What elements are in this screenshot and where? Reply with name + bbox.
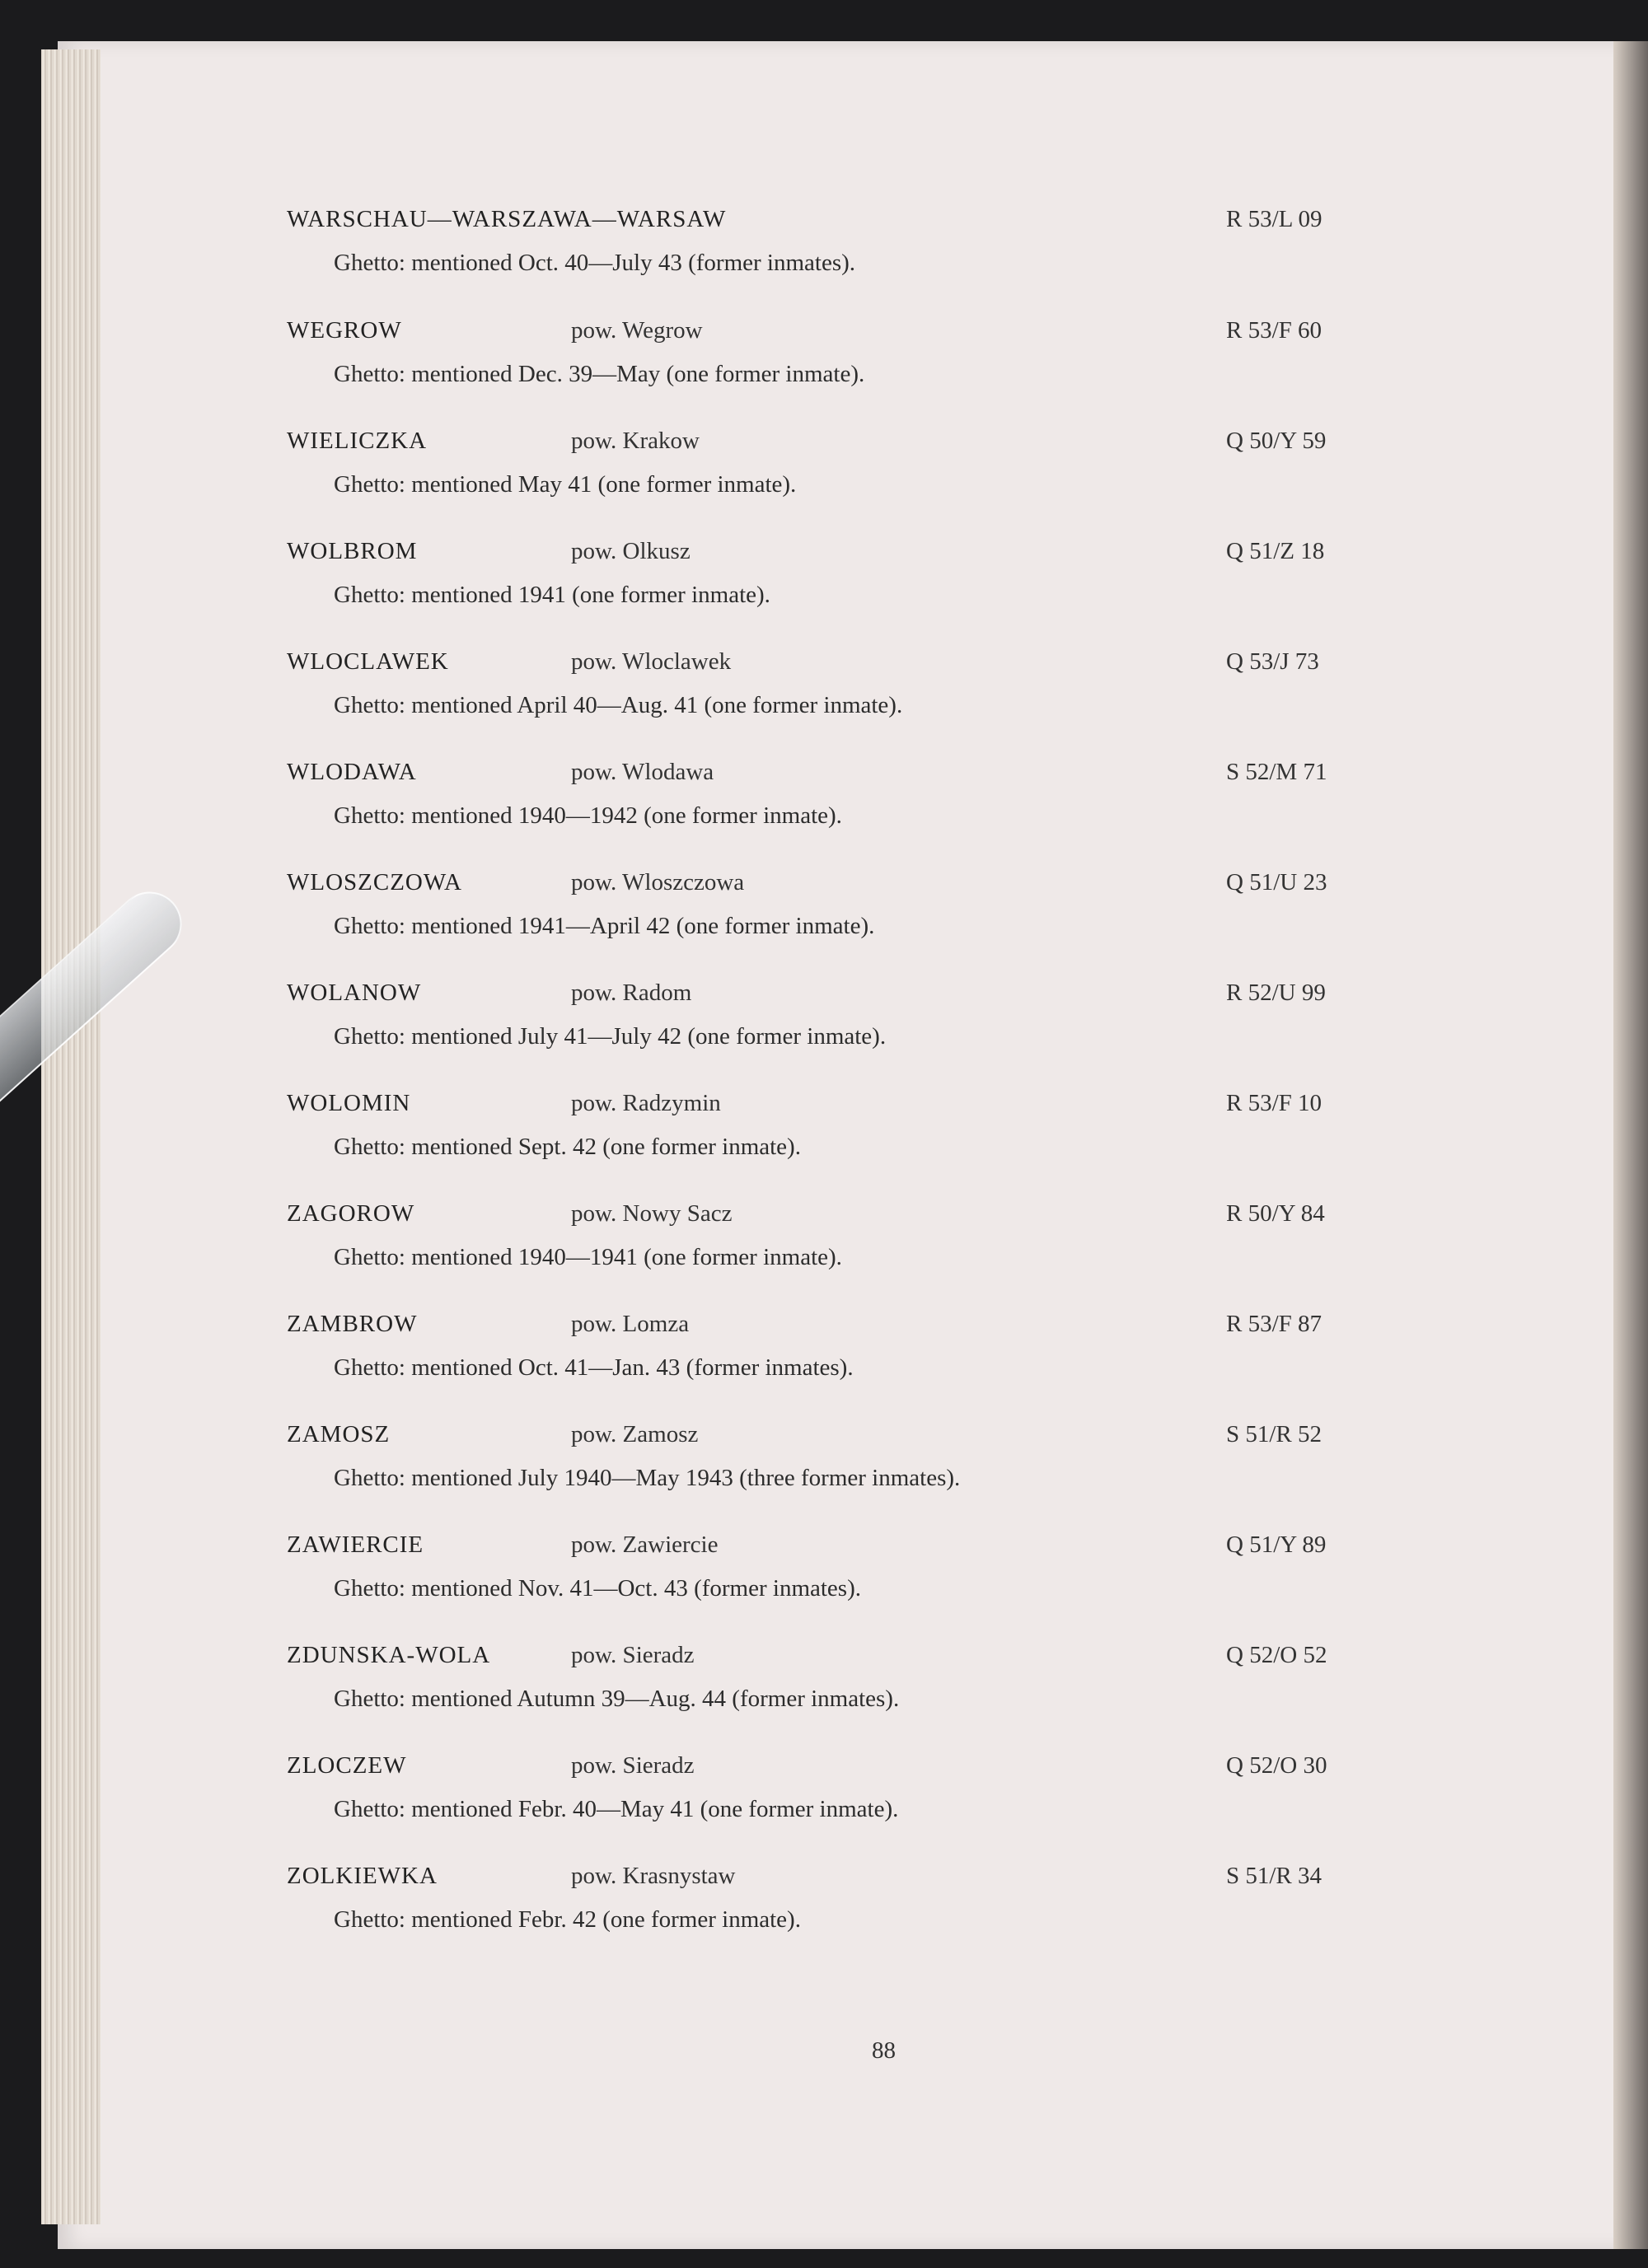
district-name: pow. Radom — [571, 980, 692, 1006]
entry — [0, 1752, 1648, 1851]
map-coordinate: R 50/Y 84 — [1226, 1200, 1325, 1227]
district-name: pow. Zamosz — [571, 1421, 699, 1447]
ghetto-note: Ghetto: mentioned Sept. 42 (one former inmate). — [334, 1134, 801, 1160]
entry — [0, 1531, 1648, 1630]
ghetto-note: Ghetto: mentioned Febr. 40—May 41 (one former inmate). — [334, 1796, 899, 1822]
entry — [0, 1421, 1648, 1520]
entry — [0, 428, 1648, 526]
entry — [0, 1863, 1648, 1962]
ghetto-note: Ghetto: mentioned Nov. 41—Oct. 43 (former inmates). — [334, 1575, 861, 1602]
place-name: WEGROW — [287, 317, 402, 344]
map-coordinate: R 53/F 87 — [1226, 1311, 1323, 1337]
ghetto-note: Ghetto: mentioned 1940—1942 (one former inmate). — [334, 802, 842, 829]
entry — [0, 206, 1648, 305]
place-name: ZDUNSKA-WOLA — [287, 1642, 491, 1668]
entry — [0, 869, 1648, 968]
place-name: WIELICZKA — [287, 428, 428, 454]
place-name: WOLANOW — [287, 980, 422, 1006]
ghetto-note: Ghetto: mentioned April 40—Aug. 41 (one former inmate). — [334, 692, 903, 718]
ghetto-note: Ghetto: mentioned 1940—1941 (one former inmate). — [334, 1244, 842, 1270]
map-coordinate: R 53/F 60 — [1226, 317, 1323, 344]
place-name: ZOLKIEWKA — [287, 1863, 438, 1889]
ghetto-note: Ghetto: mentioned Autumn 39—Aug. 44 (former inmates). — [334, 1686, 900, 1712]
place-name: ZAWIERCIE — [287, 1531, 424, 1558]
entry — [0, 1200, 1648, 1299]
map-coordinate: Q 52/O 30 — [1226, 1752, 1327, 1779]
place-name: ZLOCZEW — [287, 1752, 407, 1779]
district-name: pow. Nowy Sacz — [571, 1200, 733, 1227]
district-name: pow. Krasnystaw — [571, 1863, 736, 1889]
district-name: pow. Wegrow — [571, 317, 703, 344]
map-coordinate: Q 53/J 73 — [1226, 648, 1319, 675]
place-name: WLOCLAWEK — [287, 648, 449, 675]
map-coordinate: S 52/M 71 — [1226, 759, 1327, 785]
map-coordinate: Q 51/Y 89 — [1226, 1531, 1327, 1558]
map-coordinate: S 51/R 52 — [1226, 1421, 1323, 1447]
map-coordinate: R 53/F 10 — [1226, 1090, 1323, 1116]
district-name: pow. Radzymin — [571, 1090, 721, 1116]
entry — [0, 1311, 1648, 1410]
map-coordinate: Q 52/O 52 — [1226, 1642, 1327, 1668]
ghetto-note: Ghetto: mentioned July 1940—May 1943 (three former inmates). — [334, 1465, 961, 1491]
district-name: pow. Sieradz — [571, 1752, 695, 1779]
map-coordinate: R 52/U 99 — [1226, 980, 1326, 1006]
place-name: WOLOMIN — [287, 1090, 411, 1116]
map-coordinate: Q 51/Z 18 — [1226, 538, 1325, 564]
district-name: pow. Wlodawa — [571, 759, 714, 785]
ghetto-note: Ghetto: mentioned July 41—July 42 (one former inmate). — [334, 1023, 887, 1050]
place-name: ZAMOSZ — [287, 1421, 391, 1447]
place-name: WLODAWA — [287, 759, 417, 785]
map-coordinate: R 53/L 09 — [1226, 206, 1323, 232]
ghetto-note: Ghetto: mentioned Oct. 40—July 43 (former inmates). — [334, 250, 856, 276]
ghetto-note: Ghetto: mentioned 1941 (one former inmate). — [334, 582, 770, 608]
place-name: WLOSZCZOWA — [287, 869, 462, 896]
district-name: pow. Zawiercie — [571, 1531, 719, 1558]
entry — [0, 759, 1648, 858]
place-name: ZAGOROW — [287, 1200, 415, 1227]
entry — [0, 648, 1648, 747]
district-name: pow. Krakow — [571, 428, 700, 454]
place-name: WOLBROM — [287, 538, 418, 564]
district-name: pow. Wloclawek — [571, 648, 732, 675]
entry — [0, 538, 1648, 637]
district-name: pow. Sieradz — [571, 1642, 695, 1668]
ghetto-note: Ghetto: mentioned 1941—April 42 (one former inmate). — [334, 913, 875, 939]
district-name: pow. Lomza — [571, 1311, 690, 1337]
ghetto-note: Ghetto: mentioned Oct. 41—Jan. 43 (former inmates). — [334, 1354, 854, 1381]
district-name: pow. Wloszczowa — [571, 869, 745, 896]
page-number: 88 — [872, 2037, 896, 2064]
entry — [0, 1090, 1648, 1189]
place-name: WARSCHAU—WARSZAWA—WARSAW — [287, 206, 727, 232]
place-name: ZAMBROW — [287, 1311, 418, 1337]
district-name: pow. Olkusz — [571, 538, 691, 564]
map-coordinate: S 51/R 34 — [1226, 1863, 1323, 1889]
ghetto-note: Ghetto: mentioned Dec. 39—May (one former inmate). — [334, 361, 865, 387]
entry — [0, 317, 1648, 416]
map-coordinate: Q 51/U 23 — [1226, 869, 1327, 896]
map-coordinate: Q 50/Y 59 — [1226, 428, 1327, 454]
entry — [0, 1642, 1648, 1741]
entry — [0, 980, 1648, 1078]
ghetto-note: Ghetto: mentioned Febr. 42 (one former inmate). — [334, 1906, 801, 1933]
ghetto-note: Ghetto: mentioned May 41 (one former inmate). — [334, 471, 797, 498]
